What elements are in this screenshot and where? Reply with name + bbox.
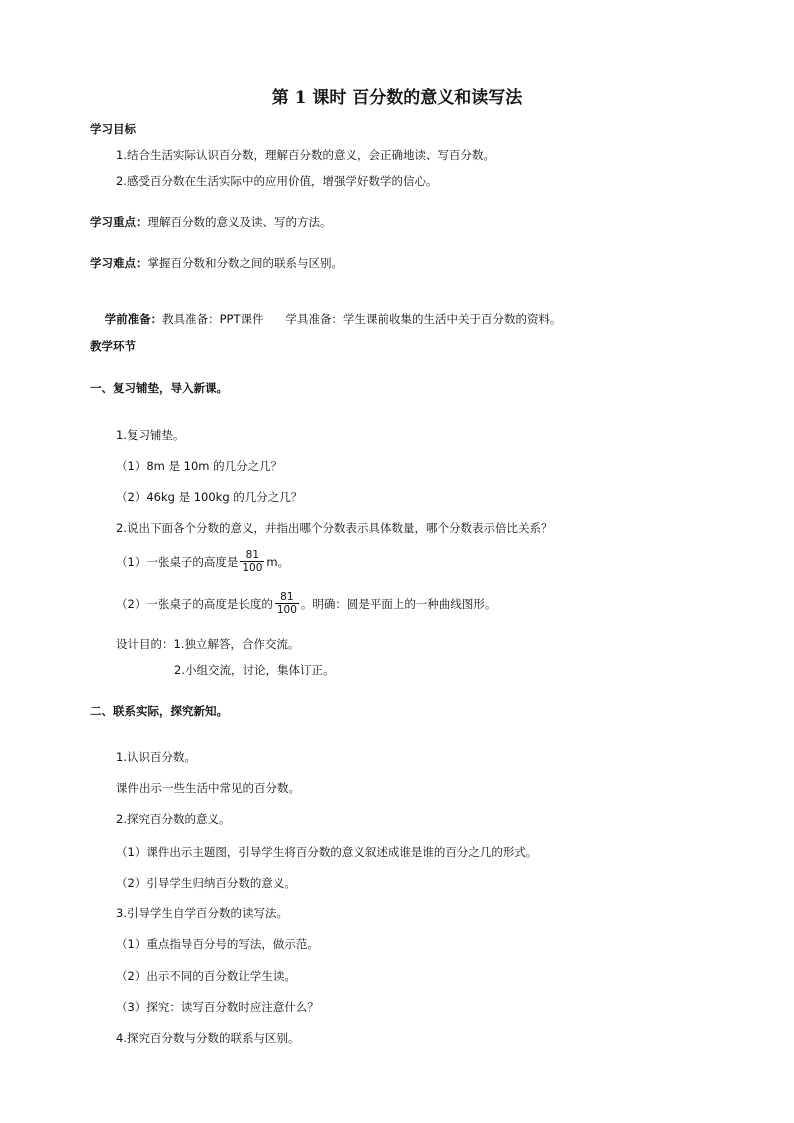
section2-item: （2）出示不同的百分数让学生读。 xyxy=(116,969,296,983)
objectives-heading: 学习目标 xyxy=(90,122,136,136)
key-point-label: 学习重点： xyxy=(90,215,148,229)
section2-item: 课件出示一些生活中常见的百分数。 xyxy=(116,781,300,795)
fraction-81-100 xyxy=(275,591,299,616)
difficulty-text: 掌握百分数和分数之间的联系与区别。 xyxy=(147,256,343,270)
fraction-item-2-note: 。明确：圆是平面上的一种曲线图形。 xyxy=(300,597,497,611)
difficulty xyxy=(90,256,343,270)
fraction-item-2 xyxy=(116,592,496,617)
key-point-text: 理解百分数的意义及读、写的方法。 xyxy=(147,215,332,229)
section2-item: 1.认识百分数。 xyxy=(116,750,196,764)
objective-item: 2.感受百分数在生活实际中的应用价值，增强学好数学的信心。 xyxy=(116,174,438,188)
section1-heading: 一、复习铺垫，导入新课。 xyxy=(90,381,228,395)
preparation-label: 学前准备： xyxy=(104,312,163,326)
fraction-item-1-text: （1）一张桌子的高度是 xyxy=(116,555,239,569)
section2-item: （1）重点指导百分号的写法，做示范。 xyxy=(116,937,319,951)
teaching-heading: 教学环节 xyxy=(90,339,136,353)
section2-item: （3）探究：读写百分数时应注意什么？ xyxy=(116,1000,319,1014)
question-2: （2）46kg 是 100kg 的几分之几？ xyxy=(116,490,303,504)
fraction-denominator: 100 xyxy=(242,562,263,574)
fraction-item-2-text: （2）一张桌子的高度是长度的 xyxy=(116,597,273,611)
section2-item: 4.探究百分数与分数的联系与区别。 xyxy=(116,1031,300,1045)
preparation-text: 教具准备：PPT课件 学具准备：学生课前收集的生活中关于百分数的资料。 xyxy=(162,312,562,326)
preparation xyxy=(90,298,561,340)
section2-item: 2.探究百分数的意义。 xyxy=(116,812,231,826)
fraction-numerator: 81 xyxy=(240,549,264,562)
objective-item: 1.结合生活实际认识百分数，理解百分数的意义，会正确地读、写百分数。 xyxy=(116,148,495,162)
fraction-numerator: 81 xyxy=(275,591,299,604)
page-title: 第 1 课时 百分数的意义和读写法 xyxy=(271,88,523,108)
fraction-denominator: 100 xyxy=(276,604,297,616)
design-label: 设计目的： xyxy=(116,637,174,651)
section2-item: （1）课件出示主题图，引导学生将百分数的意义叙述成谁是谁的百分之几的形式。 xyxy=(116,845,538,859)
key-point xyxy=(90,215,332,229)
question-1: （1）8m 是 10m 的几分之几？ xyxy=(116,459,283,473)
section2-item: 3.引导学生自学百分数的读写法。 xyxy=(116,906,288,920)
difficulty-label: 学习难点： xyxy=(90,256,148,270)
section2-item: （2）引导学生归纳百分数的意义。 xyxy=(116,876,296,890)
design-item: 1.独立解答，合作交流。 xyxy=(173,637,300,651)
review-item: 1.复习铺垫。 xyxy=(116,428,185,442)
design-item: 2.小组交流，讨论，集体订正。 xyxy=(174,663,335,677)
fraction-item-1 xyxy=(116,550,289,575)
design-purpose xyxy=(116,637,299,651)
fraction-81-100 xyxy=(240,549,264,574)
task-2: 2.说出下面各个分数的意义，并指出哪个分数表示具体数量，哪个分数表示倍比关系？ xyxy=(116,521,553,535)
fraction-item-1-unit: m。 xyxy=(266,555,290,569)
section2-heading: 二、联系实际，探究新知。 xyxy=(90,704,228,718)
